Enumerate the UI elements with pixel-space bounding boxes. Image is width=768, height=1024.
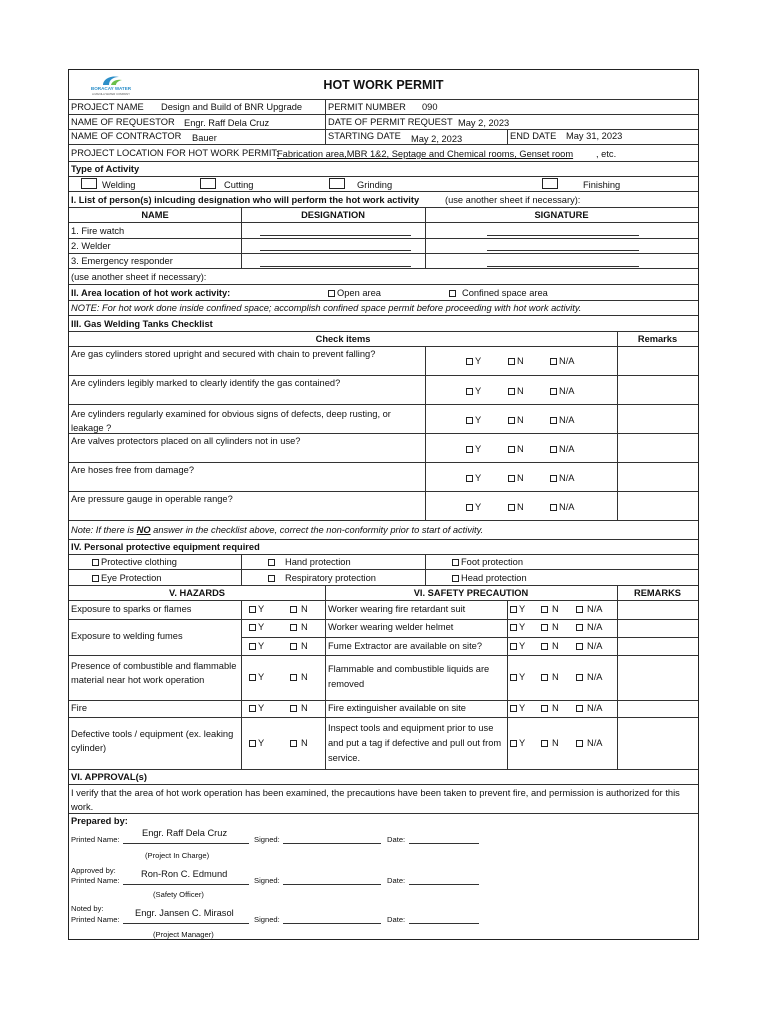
hazard-3-n[interactable]: N xyxy=(290,672,308,683)
safety-precaution-header: VI. SAFETY PRECAUTION xyxy=(413,588,529,598)
section-1-title-note: (use another sheet if necessary): xyxy=(445,195,581,205)
signed-label-1: Signed: xyxy=(254,835,280,844)
date-label-3: Date: xyxy=(387,915,406,924)
approval-block xyxy=(69,814,698,939)
hazard-2a-y[interactable]: Y xyxy=(249,622,264,633)
ppe-respiratory-protection[interactable]: Respiratory protection xyxy=(268,573,376,584)
logo-name: BORACAY WATER xyxy=(90,86,132,91)
permit-number-value: 090 xyxy=(422,102,438,112)
location-suffix: , etc. xyxy=(596,149,617,159)
hazard-1-y[interactable]: Y xyxy=(249,604,264,615)
end-date-label: END DATE xyxy=(510,131,557,141)
hazard-3: Presence of combustible and flammable material near hot work operation xyxy=(71,661,237,685)
welding-label: Welding xyxy=(102,180,136,190)
approved-by-caption: Approved by: xyxy=(71,866,116,875)
hazard-2: Exposure to welding fumes xyxy=(71,631,183,641)
person-role-3: 3. Emergency responder xyxy=(71,256,173,266)
precaution-6: Inspect tools and equipment prior to use and put a tag if defective and pull out from service. xyxy=(328,723,502,763)
precaution-6-na[interactable]: N/A xyxy=(576,738,603,749)
checklist-3-y[interactable]: Y xyxy=(466,415,481,426)
open-area-checkbox[interactable] xyxy=(328,290,335,297)
hazard-1-n[interactable]: N xyxy=(290,604,308,615)
section-2-note: NOTE: For hot work done inside confined space; accomplish confined space permit before proceeding with hot work activity. xyxy=(71,303,582,313)
section-2-note-row xyxy=(69,301,698,316)
grinding-checkbox[interactable] xyxy=(329,178,345,189)
checklist-row-1 xyxy=(69,347,698,376)
prepared-by-role: (Project In Charge) xyxy=(145,851,210,860)
cutting-checkbox[interactable] xyxy=(200,178,216,189)
printed-name-line-2[interactable] xyxy=(123,884,249,885)
header-row xyxy=(69,70,698,100)
contractor-label: NAME OF CONTRACTOR xyxy=(71,131,182,141)
signature-line-1[interactable] xyxy=(487,235,639,236)
row-activity-title xyxy=(69,162,698,177)
checklist-6-n[interactable]: N xyxy=(508,502,524,513)
section-1-header-row xyxy=(69,208,698,223)
hazard-2b-n[interactable]: N xyxy=(290,641,308,652)
section-3-note-row xyxy=(69,521,698,540)
welding-checkbox[interactable] xyxy=(81,178,97,189)
precaution-3: Fume Extractor are available on site? xyxy=(328,641,482,651)
hazards-table xyxy=(69,601,698,769)
section-4-title-row xyxy=(69,540,698,555)
confined-space-checkbox[interactable] xyxy=(449,290,456,297)
checklist-6-na[interactable]: N/A xyxy=(550,502,575,513)
approval-title-row xyxy=(69,769,698,785)
checklist-3-na[interactable]: N/A xyxy=(550,415,575,426)
checklist-item-1: Are gas cylinders stored upright and secured with chain to prevent falling? xyxy=(71,349,376,359)
hazard-4: Fire xyxy=(71,703,88,713)
checklist-item-5: Are hoses free from damage? xyxy=(71,465,194,475)
checklist-6-y[interactable]: Y xyxy=(466,502,481,513)
checklist-1-n[interactable]: N xyxy=(508,356,524,367)
section-1-title-row xyxy=(69,192,698,208)
approved-by-name: Ron-Ron C. Edmund xyxy=(141,869,228,879)
precaution-1: Worker wearing fire retardant suit xyxy=(328,604,466,614)
checklist-row-2 xyxy=(69,376,698,405)
precaution-3-n[interactable]: N xyxy=(541,641,559,652)
printed-name-line-3[interactable] xyxy=(123,923,249,924)
precaution-6-n[interactable]: N xyxy=(541,738,559,749)
precaution-2: Worker wearing welder helmet xyxy=(328,622,454,632)
signature-header: SIGNATURE xyxy=(534,210,589,220)
checklist-4-na[interactable]: N/A xyxy=(550,444,575,455)
date-label-1: Date: xyxy=(387,835,406,844)
row-activity-options xyxy=(69,177,698,192)
noted-by-name: Engr. Jansen C. Mirasol xyxy=(135,908,234,918)
cutting-label: Cutting xyxy=(224,180,254,190)
location-value: Fabrication area,MBR 1&2, Septage and Chemical rooms, Genset room xyxy=(277,149,574,159)
checklist-4-y[interactable]: Y xyxy=(466,444,481,455)
hazard-2a-n[interactable]: N xyxy=(290,622,308,633)
signed-label-2: Signed: xyxy=(254,876,280,885)
section-3-title-row xyxy=(69,316,698,332)
checklist-5-na[interactable]: N/A xyxy=(550,473,575,484)
form-title: HOT WORK PERMIT xyxy=(323,78,444,92)
ppe-row-2 xyxy=(69,570,698,586)
hazard-5: Defective tools / equipment (ex. leaking cylinder) xyxy=(71,729,234,753)
printed-name-label-3: Printed Name: xyxy=(71,915,120,924)
precaution-1-n[interactable]: N xyxy=(541,604,559,615)
checklist-row-3 xyxy=(69,405,698,434)
name-header: NAME xyxy=(141,210,169,220)
row-contractor xyxy=(69,130,698,145)
checklist-1-na[interactable]: N/A xyxy=(550,356,575,367)
contractor-value: Bauer xyxy=(192,133,217,143)
designation-line-3[interactable] xyxy=(260,266,411,267)
precaution-3-y[interactable]: Y xyxy=(510,641,525,652)
hazard-2b-y[interactable]: Y xyxy=(249,641,264,652)
precaution-3-na[interactable]: N/A xyxy=(576,641,603,652)
precaution-5-n[interactable]: N xyxy=(541,703,559,714)
printed-name-label-2: Printed Name: xyxy=(71,876,120,885)
hazard-5-y[interactable]: Y xyxy=(249,738,264,749)
noted-by-role: (Project Manager) xyxy=(153,930,214,939)
checklist-item-3: Are cylinders regularly examined for obvious signs of defects, deep rusting, or leakage ? xyxy=(71,409,391,433)
no-emphasis: NO xyxy=(136,525,151,535)
precaution-4-n[interactable]: N xyxy=(541,672,559,683)
precaution-2-y[interactable]: Y xyxy=(510,622,525,633)
finishing-checkbox[interactable] xyxy=(542,178,558,189)
hazard-3-y[interactable]: Y xyxy=(249,672,264,683)
checklist-row-6 xyxy=(69,492,698,521)
checklist-2-na[interactable]: N/A xyxy=(550,386,575,397)
designation-line-2[interactable] xyxy=(260,250,411,251)
requestor-value: Engr. Raff Dela Cruz xyxy=(184,118,270,128)
date-line-2[interactable] xyxy=(409,884,479,885)
precaution-1-na[interactable]: N/A xyxy=(576,604,603,615)
designation-header: DESIGNATION xyxy=(301,210,365,220)
hazards-header: V. HAZARDS xyxy=(169,588,225,598)
person-row-emergency xyxy=(69,254,698,269)
permit-number-label: PERMIT NUMBER xyxy=(328,102,406,112)
approval-title: VI. APPROVAL(s) xyxy=(71,772,147,782)
section-3-note: Note: If there is NO answer in the checklist above, correct the non-conformity prior to start of activity. xyxy=(71,525,484,535)
prepared-by-caption: Prepared by: xyxy=(71,816,128,826)
section-2-row xyxy=(69,285,698,301)
start-date-value: May 2, 2023 xyxy=(411,134,463,144)
remarks-header: Remarks xyxy=(637,334,678,344)
check-items-header: Check items xyxy=(315,334,371,344)
approved-by-role: (Safety Officer) xyxy=(153,890,204,899)
hazard-5-n[interactable]: N xyxy=(290,738,308,749)
activity-title: Type of Activity xyxy=(71,164,140,174)
printed-name-label-1: Printed Name: xyxy=(71,835,120,844)
hazards-remarks-header: REMARKS xyxy=(633,588,681,598)
open-area-label: Open area xyxy=(337,288,381,298)
noted-by-caption: Noted by: xyxy=(71,904,104,913)
signed-line-1[interactable] xyxy=(283,843,381,844)
ppe-hand-protection[interactable]: Hand protection xyxy=(268,557,351,568)
checklist-item-2: Are cylinders legibly marked to clearly identify the gas contained? xyxy=(71,378,341,388)
ppe-eye-protection[interactable]: Eye Protection xyxy=(92,573,161,584)
checklist-2-n[interactable]: N xyxy=(508,386,524,397)
signed-line-3[interactable] xyxy=(283,923,381,924)
confined-space-label: Confined space area xyxy=(462,288,548,298)
printed-name-line-1[interactable] xyxy=(123,843,249,844)
precaution-6-y[interactable]: Y xyxy=(510,738,525,749)
section-1-title: I. List of person(s) inlcuding designation who will perform the hot work activity xyxy=(71,195,420,205)
person-row-fire-watch xyxy=(69,223,698,239)
signed-label-3: Signed: xyxy=(254,915,280,924)
section-3-title: III. Gas Welding Tanks Checklist xyxy=(71,319,213,329)
end-date-value: May 31, 2023 xyxy=(566,131,623,141)
checklist-3-n[interactable]: N xyxy=(508,415,524,426)
checklist-1-y[interactable]: Y xyxy=(466,356,481,367)
checklist-item-6: Are pressure gauge in operable range? xyxy=(71,494,233,504)
grinding-label: Grinding xyxy=(357,180,393,190)
checklist-5-n[interactable]: N xyxy=(508,473,524,484)
signature-line-2[interactable] xyxy=(487,250,639,251)
date-label-2: Date: xyxy=(387,876,406,885)
checklist-4-n[interactable]: N xyxy=(508,444,524,455)
person-row-welder xyxy=(69,239,698,254)
section-2-title: II. Area location of hot work activity: xyxy=(71,288,231,298)
person-role-1: 1. Fire watch xyxy=(71,226,125,236)
date-request-value: May 2, 2023 xyxy=(458,118,510,128)
precaution-2-na[interactable]: N/A xyxy=(576,622,603,633)
logo-tagline: A MANILA WATER COMPANY xyxy=(91,92,131,96)
checklist-row-5 xyxy=(69,463,698,492)
hazard-1: Exposure to sparks or flames xyxy=(71,604,192,614)
person-role-2: 2. Welder xyxy=(71,241,111,251)
checklist-2-y[interactable]: Y xyxy=(466,386,481,397)
precaution-1-y[interactable]: Y xyxy=(510,604,525,615)
section-4-title: IV. Personal protective equipment required xyxy=(71,542,260,552)
row-project-name xyxy=(69,100,698,115)
location-label: PROJECT LOCATION FOR HOT WORK PERMIT: xyxy=(71,148,279,158)
hot-work-permit-form xyxy=(68,69,699,940)
checklist-row-4 xyxy=(69,434,698,463)
project-name-value: Design and Build of BNR Upgrade xyxy=(161,102,303,112)
precaution-4-y[interactable]: Y xyxy=(510,672,525,683)
prepared-by-name: Engr. Raff Dela Cruz xyxy=(142,828,228,838)
ppe-row-1 xyxy=(69,555,698,570)
checklist-5-y[interactable]: Y xyxy=(466,473,481,484)
row-location xyxy=(69,145,698,162)
hazards-header-row xyxy=(69,586,698,601)
signed-line-2[interactable] xyxy=(283,884,381,885)
section-3-header-row xyxy=(69,332,698,347)
date-line-1[interactable] xyxy=(409,843,479,844)
approval-statement-row xyxy=(69,785,698,814)
date-line-3[interactable] xyxy=(409,923,479,924)
hazard-4-n[interactable]: N xyxy=(290,703,308,714)
ppe-protective-clothing[interactable]: Protective clothing xyxy=(92,557,177,568)
section-1-note: (use another sheet if necessary): xyxy=(71,272,207,282)
checklist-item-4: Are valves protectors placed on all cylinders not in use? xyxy=(71,436,301,446)
signature-line-3[interactable] xyxy=(487,266,639,267)
precaution-5-na[interactable]: N/A xyxy=(576,703,603,714)
requestor-label: NAME OF REQUESTOR xyxy=(71,117,175,127)
section-1-note-row xyxy=(69,269,698,285)
precaution-4: Flammable and combustible liquids are removed xyxy=(328,664,490,689)
project-name-label: PROJECT NAME xyxy=(71,102,144,112)
designation-line-1[interactable] xyxy=(260,235,411,236)
hazard-4-y[interactable]: Y xyxy=(249,703,264,714)
date-request-label: DATE OF PERMIT REQUEST xyxy=(328,117,453,127)
finishing-label: Finishing xyxy=(583,180,621,190)
ppe-foot-protection[interactable]: Foot protection xyxy=(452,557,523,568)
start-date-label: STARTING DATE xyxy=(328,131,401,141)
row-requestor xyxy=(69,115,698,130)
approval-statement: I verify that the area of hot work operation has been examined, the precautions have been taken to prevent fire, and permission is authorized for this work. xyxy=(71,788,680,812)
precaution-2-n[interactable]: N xyxy=(541,622,559,633)
ppe-head-protection[interactable]: Head protection xyxy=(452,573,527,584)
precaution-5-y[interactable]: Y xyxy=(510,703,525,714)
precaution-5: Fire extinguisher available on site xyxy=(328,703,466,713)
precaution-4-na[interactable]: N/A xyxy=(576,672,603,683)
